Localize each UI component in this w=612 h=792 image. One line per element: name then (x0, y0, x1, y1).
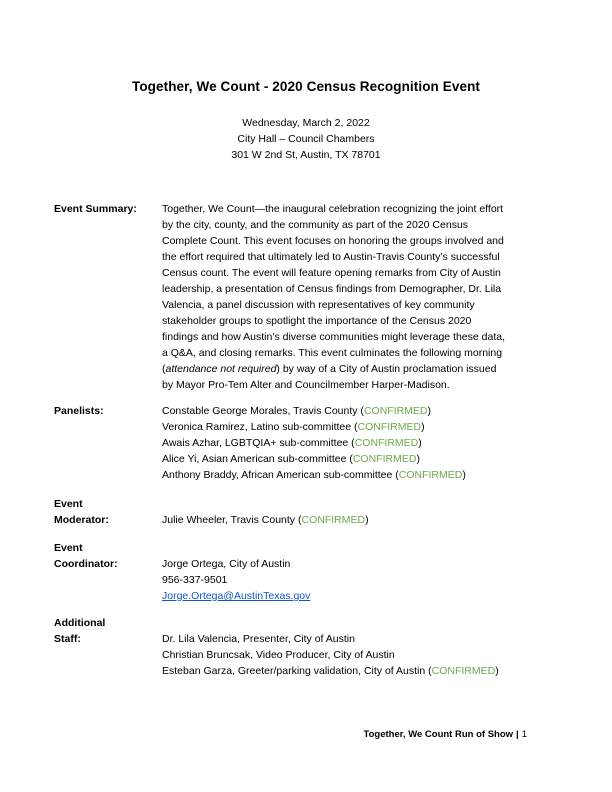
attendance-note: attendance not required (165, 363, 277, 375)
confirmed-status: CONFIRMED (363, 405, 428, 417)
document-title: Together, We Count - 2020 Census Recognition Event (131, 79, 481, 94)
summary-line: by Mayor Pro-Tem Alter and Councilmember Harper-Madison. (162, 379, 450, 391)
coordinator-email-link[interactable]: Jorge.Ortega@AustinTexas.gov (162, 590, 311, 602)
summary-line: the effort required that ultimately led to Austin-Travis County’s successful (162, 251, 500, 263)
staff-item: Christian Bruncsak, Video Producer, City of Austin (162, 649, 395, 661)
moderator-content (162, 512, 534, 528)
moderator-item: Julie Wheeler, Travis County (CONFIRMED) (162, 514, 369, 526)
panelists-label: Panelists: (54, 405, 104, 417)
summary-line: a Q&A, and closing remarks. This event culminates the following morning (162, 347, 503, 359)
footer-text: Together, We Count Run of Show (363, 729, 514, 740)
page-footer (364, 729, 528, 740)
summary-line: Census count. The event will feature opening remarks from City of Austin (162, 267, 501, 279)
summary-label: Event Summary: (54, 203, 137, 215)
summary-line: leadership, a presentation of Census findings from Demographer, Dr. Lila (162, 283, 502, 295)
confirmed-status: CONFIRMED (431, 665, 496, 677)
moderator-label: Event Moderator: (54, 498, 109, 526)
panelists-list (162, 403, 534, 483)
staff-item: Esteban Garza, Greeter/parking validation, City of Austin (CONFIRMED) (162, 665, 499, 677)
summary-line: stakeholder groups to spotlight the importance of the Census 2020 (162, 315, 472, 327)
coordinator-label: Event Coordinator: (54, 542, 118, 570)
summary-text (162, 201, 534, 393)
panelist-item: Constable George Morales, Travis County (CONFIRMED) (162, 405, 432, 417)
panelist-item: Awais Azhar, LGBTQIA+ sub-committee (CONFIRMED) (162, 437, 422, 449)
confirmed-status: CONFIRMED (357, 421, 422, 433)
confirmed-status: CONFIRMED (301, 514, 366, 526)
summary-line: Complete Count. This event focuses on honoring the groups involved and (162, 235, 504, 247)
staff-item: Dr. Lila Valencia, Presenter, City of Austin (162, 633, 355, 645)
panelist-item: Veronica Ramirez, Latino sub-committee (CONFIRMED) (162, 421, 425, 433)
staff-list (162, 631, 534, 679)
event-venue: City Hall – Council Chambers (237, 133, 375, 145)
confirmed-status: CONFIRMED (398, 469, 463, 481)
coordinator-phone: 956-337-9501 (162, 574, 228, 586)
summary-line: Together, We Count—the inaugural celebration recognizing the joint effort (162, 203, 504, 215)
coordinator-name: Jorge Ortega, City of Austin (162, 558, 291, 570)
staff-label: Additional Staff: (54, 617, 106, 645)
summary-line: findings and how Austin’s diverse communities might leverage these data, (162, 331, 505, 343)
coordinator-content (162, 556, 534, 604)
event-date: Wednesday, March 2, 2022 (242, 117, 370, 129)
footer-separator: | (516, 729, 519, 740)
confirmed-status: CONFIRMED (352, 453, 417, 465)
event-header (0, 115, 612, 163)
page-number: 1 (521, 729, 527, 740)
summary-line: Valencia, a panel discussion with representatives of key community (162, 299, 475, 311)
summary-line: (attendance not required) by way of a City of Austin proclamation issued (162, 363, 497, 375)
event-address: 301 W 2nd St, Austin, TX 78701 (231, 149, 381, 161)
summary-line: by the city, county, and the community as part of the 2020 Census (162, 219, 469, 231)
panelist-item: Anthony Braddy, African American sub-committee (CONFIRMED) (162, 469, 466, 481)
confirmed-status: CONFIRMED (354, 437, 419, 449)
panelist-item: Alice Yi, Asian American sub-committee (CONFIRMED) (162, 453, 420, 465)
